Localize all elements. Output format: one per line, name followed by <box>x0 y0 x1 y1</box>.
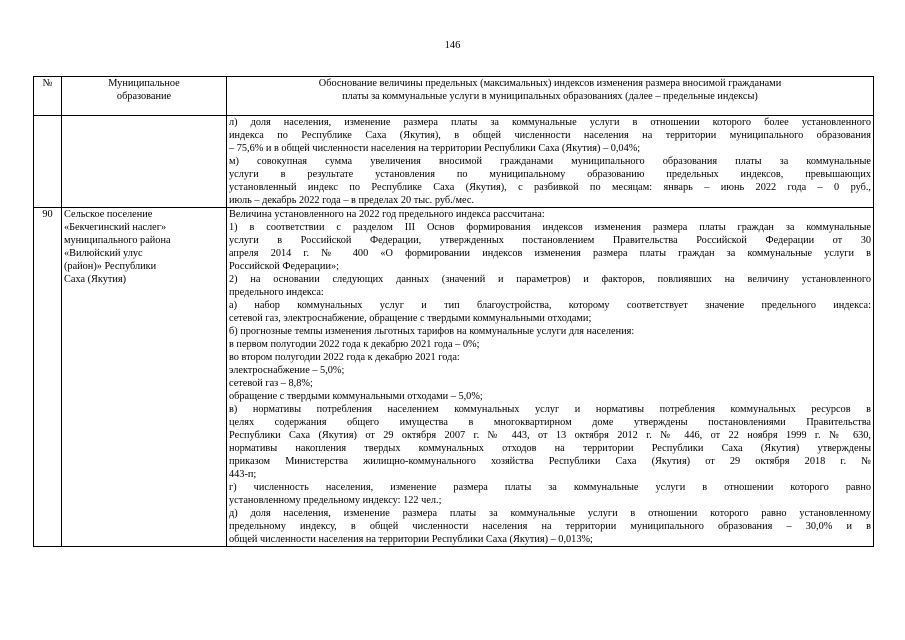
header-municipality-line: образование <box>116 91 172 102</box>
text-line: 1) в соответствии с разделом III Основ формирования индексов изменения размера платы граждан за коммунальные <box>229 222 871 233</box>
table-row-90 <box>34 208 874 547</box>
text-line: во втором полугодии 2022 года к декабрю 2021 года: <box>229 352 460 363</box>
text-line: сетевой газ, электроснабжение, обращение с твердыми коммунальными отходами; <box>229 313 592 324</box>
text-line: м) совокупная сумма увеличения вносимой гражданами муниципального образования платы за коммунальные <box>229 156 871 167</box>
text-line: электроснабжение – 5,0%; <box>229 365 345 376</box>
row-justification-cell <box>227 116 874 208</box>
header-municipality <box>62 77 227 116</box>
table-header-row <box>34 77 874 116</box>
text-line: нормативы накопления твердых коммунальных отходов на территории Республики Саха (Якутия) утверждены <box>229 443 871 454</box>
text-line: сетевой газ – 8,8%; <box>229 378 313 389</box>
text-line: Величина установленного на 2022 год предельного индекса рассчитана: <box>229 209 545 220</box>
text-line: а) набор коммунальных услуг и тип благоустройства, которому соответствует значение предельного индекса: <box>229 300 871 311</box>
text-line: предельному индексу, в общей численности населения на территории муниципального образования – 30,0% и в <box>229 521 871 532</box>
text-line: (район)» Республики <box>64 261 157 272</box>
text-line: 443-п; <box>229 469 257 480</box>
text-line: – 75,6% и в общей численности населения на территории Республики Саха (Якутия) – 0,04%; <box>229 143 641 154</box>
text-line: установленный индекс по Республике Саха (Якутия), с разбивкой по месяцам: январь – июнь 2022 года – 0 руб., <box>229 182 871 193</box>
text-line: Российской Федерации»; <box>229 261 339 272</box>
text-line: д) доля населения, изменение размера платы за коммунальные услуги в отношении которого равно установленному <box>229 508 871 519</box>
index-justification-table <box>33 76 874 547</box>
text-line: «Бекчегинский наслег» <box>64 222 167 233</box>
header-justification-line: платы за коммунальные услуги в муниципальных образованиях (далее – предельные индексы) <box>342 91 758 102</box>
header-municipality-line: Муниципальное <box>108 78 180 89</box>
row-municipality-cell <box>62 116 227 208</box>
page-number: 146 <box>444 40 461 51</box>
text-line: предельного индекса: <box>229 287 324 298</box>
text-line: в) нормативы потребления населением коммунальных услуг и нормативы потребления коммунальных ресурсов в <box>229 404 871 415</box>
text-line: услуги в результате установления по муниципальному образованию предельных индексов, превышающих <box>229 169 871 180</box>
text-line: Сельское поселение <box>64 209 153 220</box>
text-line: обращение с твердыми коммунальными отходами – 5,0%; <box>229 391 483 402</box>
text-line: установленному предельному индексу: 122 чел.; <box>229 495 442 506</box>
text-line: общей численности населения на территории Республики Саха (Якутия) – 0,013%; <box>229 534 593 545</box>
text-line: в первом полугодии 2022 года к декабрю 2021 года – 0%; <box>229 339 480 350</box>
text-line: 2) на основании следующих данных (значений и параметров) и факторов, повлиявших на величину установленного <box>229 274 871 285</box>
header-justification <box>227 77 874 116</box>
justification-text <box>229 208 871 546</box>
text-line: приказом Министерства жилищно-коммунального хозяйства Республики Саха (Якутия) от 29 октября 2018 г. № <box>229 456 871 467</box>
municipality-name <box>64 208 224 286</box>
table-row-continuation <box>34 116 874 208</box>
header-justification-line: Обоснование величины предельных (максимальных) индексов изменения размера вносимой гражданами <box>318 78 782 89</box>
text-line: Республики Саха (Якутия) от 29 октября 2007 г. № 443, от 13 октября 2012 г. № 446, от 22 ноября 1999 г. № 630, <box>229 430 871 441</box>
text-line: целях содержания общего имущества в многоквартирном доме утверждены постановлениями Правительства <box>229 417 871 428</box>
text-line: «Вилюйский улус <box>64 248 143 259</box>
row-justification-cell <box>227 208 874 547</box>
text-line: л) доля населения, изменение размера платы за коммунальные услуги в отношении которого более установленного <box>229 117 871 128</box>
text-line: г) численность населения, изменение размера платы за коммунальные услуги в отношении которого равно <box>229 482 871 493</box>
text-line: услуги в Российской Федерации, утвержденных постановлением Правительства Российской Федерации от 30 <box>229 235 871 246</box>
row-number-cell: 90 <box>34 208 62 547</box>
text-line: апреля 2014 г. № 400 «О формировании индексов изменения размера платы граждан за коммунальные услуги в <box>229 248 871 259</box>
justification-text <box>229 116 871 207</box>
row-number-cell <box>34 116 62 208</box>
row-municipality-cell <box>62 208 227 547</box>
text-line: б) прогнозные темпы изменения льготных тарифов на коммунальные услуги для населения: <box>229 326 635 337</box>
text-line: муниципального района <box>64 235 171 246</box>
text-line: июль – декабрь 2022 года – в пределах 20 тыс. руб./мес. <box>229 195 475 206</box>
text-line: Саха (Якутия) <box>64 274 127 285</box>
header-number: № <box>34 77 62 116</box>
text-line: индекса по Республике Саха (Якутия), в общей численности населения на территории муниципального образования <box>229 130 871 141</box>
